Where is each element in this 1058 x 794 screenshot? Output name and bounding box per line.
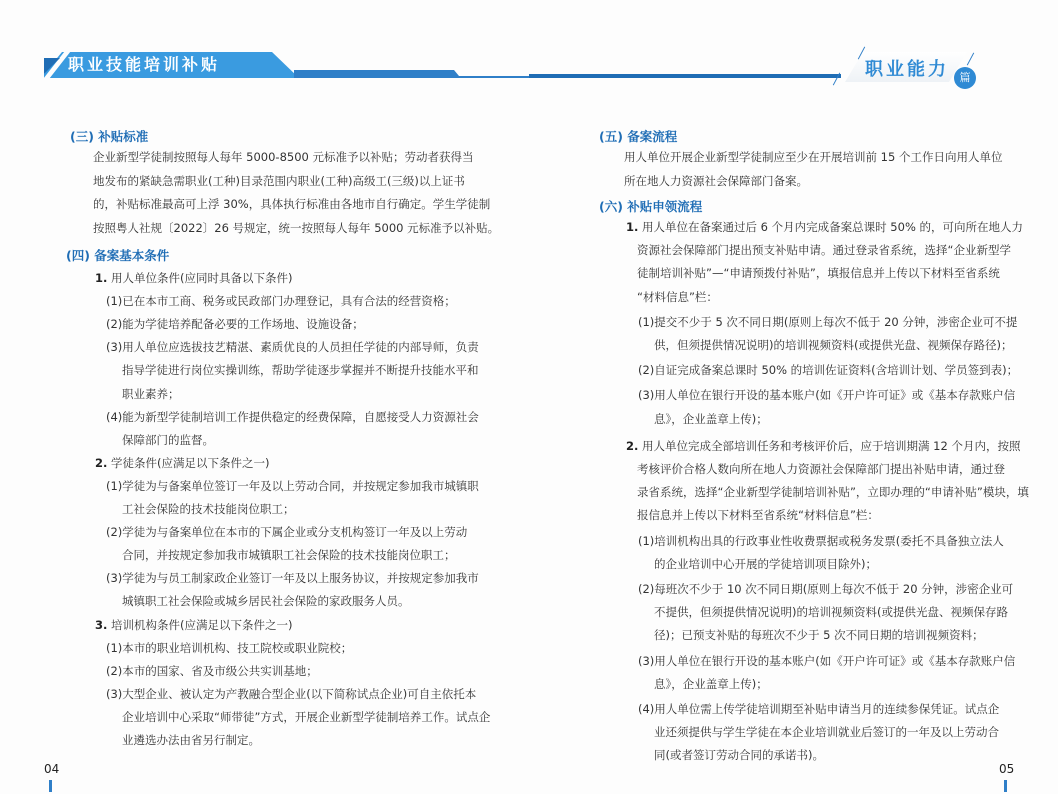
sub-item	[638, 362, 1018, 378]
sub-item-continuation: 指导学徒进行岗位实操训练，帮助学徒逐步掌握并不断提升技能水平和	[122, 363, 479, 378]
sub-item-marker: (2)	[638, 363, 655, 378]
numbered-item-continuation: 录省系统，选择“企业新型学徒制培训补贴”，立即办理的“申请补贴”模块，填	[637, 485, 1029, 500]
sub-item-marker: (1)	[638, 533, 655, 548]
numbered-item-continuation: 徒制培训补贴”—“申请预拨付补贴”，填报信息并上传以下材料至省系统	[637, 266, 1000, 281]
sub-item-continuation: 合同，并按规定参加我市城镇职工社会保险的技术技能岗位职工；	[122, 548, 456, 563]
sub-item-text: 用人单位应选拔技艺精湛、素质优良的人员担任学徒的内部导师，负责	[122, 340, 479, 355]
page-marker-left	[49, 780, 52, 792]
numbered-item	[95, 455, 270, 471]
sub-item-continuation: 企业培训中心采取“师带徒”方式，开展企业新型学徒制培养工作。试点企	[122, 709, 491, 724]
sub-item-marker: (1)	[106, 294, 123, 309]
section-heading-filing-conditions: (四) 备案基本条件	[66, 248, 170, 263]
sub-item-text: 用人单位需上传学徒培训期至补贴申请当月的连续参保凭证。试点企	[654, 702, 1000, 716]
item-text: 用人单位在备案通过后 6 个月内完成备案总课时 50% 的，可向所在地人力	[642, 220, 1024, 234]
sub-item	[106, 339, 479, 355]
sub-item-continuation: 的企业培训中心开展的学徒培训项目除外)；	[654, 556, 877, 571]
sub-item-continuation: 径)；已预支补贴的每班次不少于 5 次不同日期的培训视频资料；	[654, 628, 984, 643]
numbered-item-continuation: 考核评价合格人数向所在地人力资源社会保障部门提出补贴申请，通过登	[637, 462, 1005, 476]
section-banner	[529, 52, 1058, 92]
item-text: 培训机构条件(应满足以下条件之一)	[111, 617, 293, 632]
numbered-item-continuation: 资源社会保障部门提出预支补贴申请。通过登录省系统，选择“企业新型学	[637, 243, 1011, 258]
item-text: 用人单位条件(应同时具备以下条件)	[111, 271, 293, 285]
numbered-item-continuation: “材料信息”栏：	[637, 289, 718, 304]
sub-item-continuation: 工社会保险的技术技能岗位职工；	[122, 502, 295, 516]
page-number-right: 05	[999, 762, 1015, 776]
sub-item-continuation: 业遴选办法由省另行制定。	[122, 733, 260, 747]
sub-item-continuation: 息》，企业盖章上传)；	[654, 411, 768, 426]
numbered-item	[95, 617, 293, 633]
sub-item-text: 用人单位在银行开设的基本账户(如《开户许可证》或《基本存款账户信	[654, 388, 1016, 403]
sub-item-marker: (1)	[638, 314, 655, 329]
chapter-title: 职业技能培训补贴	[68, 55, 221, 74]
sub-item	[638, 653, 1015, 669]
sub-item-text: 每班次不少于 10 次不同日期(原则上每次不低于 20 分钟，涉密企业可	[654, 582, 1014, 596]
sub-item-text: 自证完成备案总课时 50% 的培训佐证资料(含培训计划、学员签到表)；	[654, 363, 1019, 378]
sub-item-marker: (3)	[638, 653, 655, 668]
sub-item-continuation: 同(或者签订劳动合同的承诺书)。	[654, 748, 824, 763]
banner-rule	[294, 70, 529, 78]
sub-item-continuation: 供，但须提供情况说明)的培训视频资料(或提供光盘、视频保存路径)；	[654, 338, 1013, 352]
sub-item-text: 本市的国家、省及市级公共实训基地；	[122, 663, 318, 678]
sub-item	[638, 533, 1004, 549]
sub-item	[106, 409, 479, 425]
sub-item-marker: (4)	[106, 409, 123, 424]
sub-item-text: 大型企业、被认定为产教融合型企业(以下简称试点企业)可自主依托本	[122, 686, 477, 701]
section-heading-filing-process: (五) 备案流程	[599, 129, 678, 144]
banner-corner-decoration	[44, 58, 60, 74]
section-tag-title: 职业能力	[865, 59, 949, 80]
paragraph-line: 所在地人力资源社会保障部门备案。	[624, 173, 808, 188]
sub-item-text: 培训机构出具的行政事业性收费票据或税务发票(委托不具备独立法人	[654, 533, 1004, 548]
sub-item-marker: (1)	[106, 478, 123, 493]
sub-item	[106, 524, 467, 540]
sub-item	[106, 686, 476, 702]
sub-item	[106, 663, 318, 679]
sub-item-marker: (3)	[106, 340, 123, 355]
sub-item-text: 能为新型学徒制培训工作提供稳定的经费保障，自愿接受人力资源社会	[122, 409, 479, 424]
paragraph-line: 企业新型学徒制按照每人每年 5000-8500 元标准予以补贴；劳动者获得当	[93, 150, 474, 164]
sub-item-marker: (1)	[106, 640, 123, 655]
paragraph-line: 按照粤人社规〔2022〕26 号规定，统一按照每人每年 5000 元标准予以补贴。	[93, 220, 500, 235]
sub-item-text: 本市的职业培训机构、技工院校或职业院校；	[122, 640, 353, 655]
sub-item-marker: (2)	[106, 317, 123, 332]
sub-item	[638, 314, 1017, 330]
sub-item-text: 学徒为与备案单位在本市的下属企业或分支机构签订一年及以上劳动	[122, 525, 468, 540]
sub-item-marker: (2)	[106, 663, 123, 678]
sub-item-continuation: 城镇职工社会保险或城乡居民社会保险的家政服务人员。	[122, 594, 410, 609]
sub-item	[106, 640, 352, 656]
numbered-item	[95, 270, 293, 286]
sub-item-continuation: 保障部门的监督。	[122, 432, 214, 447]
banner-rule	[529, 74, 841, 78]
sub-item	[638, 387, 1015, 403]
section-badge: 篇	[954, 67, 976, 89]
sub-item-continuation: 不提供，但须提供情况说明)的培训视频资料(或提供光盘、视频保存路	[654, 605, 1008, 620]
sub-item-marker: (4)	[638, 702, 655, 716]
section-heading-subsidy-standard: (三) 补贴标准	[70, 129, 149, 144]
item-number: 2.	[626, 438, 639, 453]
sub-item-continuation: 职业素养；	[122, 386, 180, 401]
paragraph-line: 用人单位开展企业新型学徒制应至少在开展培训前 15 个工作日向用人单位	[624, 150, 1003, 164]
chapter-banner	[44, 52, 529, 78]
sub-item	[638, 581, 1013, 597]
sub-item	[106, 570, 479, 586]
page-number-left: 04	[44, 762, 60, 776]
sub-item-text: 用人单位在银行开设的基本账户(如《开户许可证》或《基本存款账户信	[654, 653, 1016, 668]
item-text: 用人单位完成全部培训任务和考核评价后，应于培训期满 12 个月内，按照	[642, 438, 1021, 453]
sub-item-text: 能为学徒培养配备必要的工作场地、设施设备；	[122, 317, 364, 332]
sub-item-text: 已在本市工商、税务或民政部门办理登记，具有合法的经营资格；	[122, 294, 456, 309]
sub-item-marker: (3)	[638, 388, 655, 403]
page-marker-right	[1004, 780, 1007, 792]
sub-item-marker: (2)	[638, 582, 655, 596]
sub-item-continuation: 业还须提供与学生学徒在本企业培训就业后签订的一年及以上劳动合	[654, 725, 999, 740]
numbered-item-continuation: 报信息并上传以下材料至省系统“材料信息”栏：	[637, 508, 879, 523]
sub-item	[638, 701, 999, 717]
item-number: 1.	[95, 271, 108, 285]
paragraph-line: 的，补贴标准最高可上浮 30%，具体执行标准由各地市自行确定。学生学徒制	[93, 197, 491, 211]
sub-item-text: 提交不少于 5 次不同日期(原则上每次不低于 20 分钟，涉密企业可不提	[654, 314, 1018, 329]
numbered-item	[626, 219, 1023, 235]
sub-item-marker: (2)	[106, 525, 123, 540]
sub-item-continuation: 息》，企业盖章上传)；	[654, 676, 768, 691]
sub-item-text: 学徒为与员工制家政企业签订一年及以上服务协议，并按规定参加我市	[122, 571, 479, 586]
sub-item-text: 学徒为与备案单位签订一年及以上劳动合同，并按规定参加我市城镇职	[122, 478, 479, 493]
paragraph-line: 地发布的紧缺急需职业(工种)目录范围内职业(工种)高级工(三级)以上证书	[93, 173, 465, 188]
sub-item	[106, 293, 456, 309]
sub-item	[106, 478, 479, 494]
item-text: 学徒条件(应满足以下条件之一)	[111, 455, 270, 470]
sub-item-marker: (3)	[106, 686, 123, 701]
right-page	[529, 0, 1058, 794]
numbered-item	[626, 438, 1020, 454]
section-heading-claim-process: (六) 补贴申领流程	[599, 199, 703, 214]
slash-decoration-icon	[967, 53, 974, 66]
item-number: 1.	[626, 220, 639, 234]
item-number: 3.	[95, 617, 108, 632]
sub-item	[106, 316, 364, 332]
item-number: 2.	[95, 455, 108, 470]
sub-item-marker: (3)	[106, 571, 123, 586]
